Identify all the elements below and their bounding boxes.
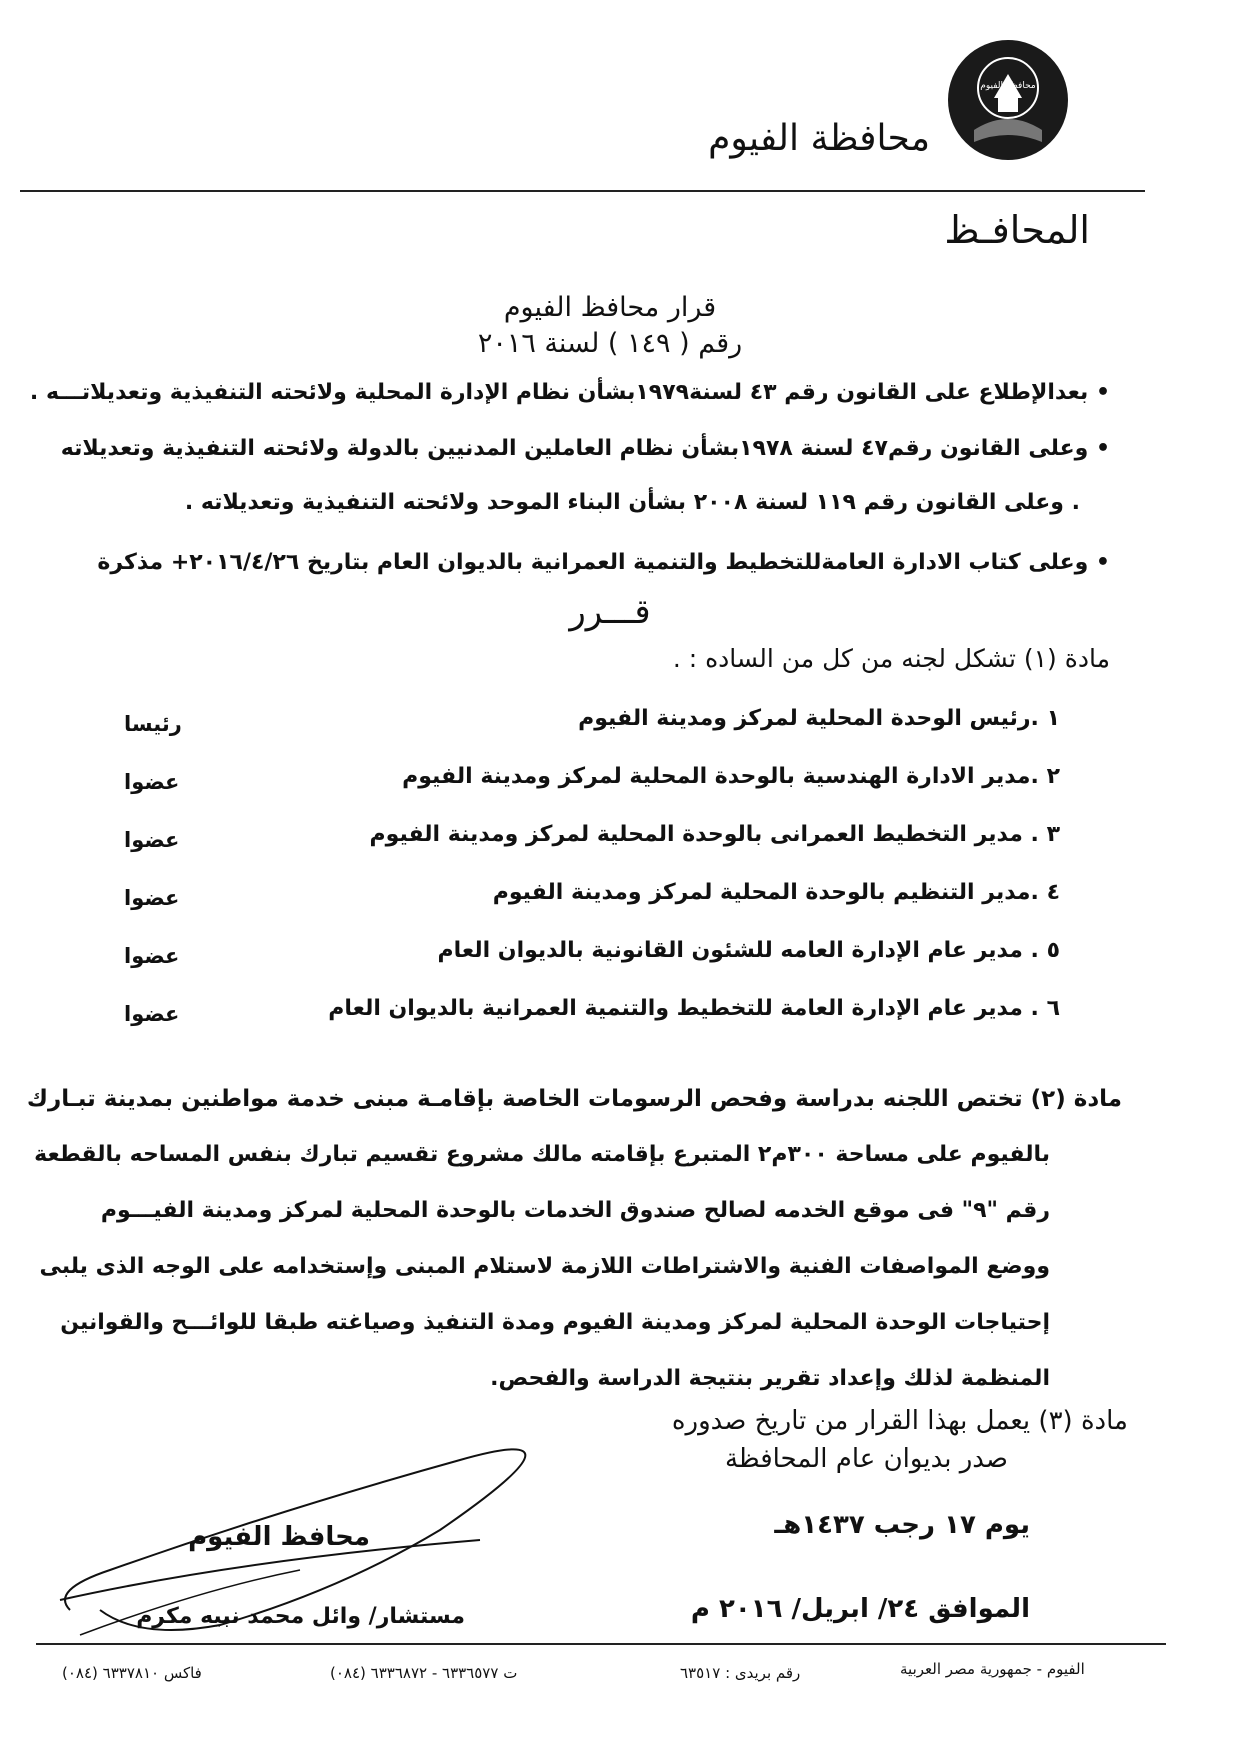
article-2-line-2: بالفيوم على مساحة ٣٠٠م٢ المتبرع بإقامته مالك مشروع تقسيم تبارك بنفس المساحه بالقطعة — [34, 1142, 1050, 1167]
article-2-line-4: ووضع المواصفات الفنية والاشتراطات اللازمة لاستلام المبنى وإستخدامه على الوجه الذى يلبى — [39, 1254, 1050, 1279]
decree-title: قرار محافظ الفيوم — [503, 292, 717, 323]
member-2-name: ٢ .مدير الادارة الهندسية بالوحدة المحلية لمركز ومدينة الفيوم — [402, 764, 1060, 789]
member-6-role: عضوا — [124, 1002, 180, 1026]
member-1-name: ١ .رئيس الوحدة المحلية لمركز ومدينة الفيوم — [578, 706, 1060, 731]
signatory-title: محافظ الفيوم — [188, 1522, 370, 1552]
member-5-role: عضوا — [124, 944, 180, 968]
preamble-line-3: . وعلى القانون رقم ١١٩ لسنة ٢٠٠٨ بشأن البناء الموحد ولائحته التنفيذية وتعديلاته . — [184, 490, 1080, 515]
footer-rule — [36, 1643, 1166, 1645]
member-4-name: ٤ .مدير التنظيم بالوحدة المحلية لمركز ومدينة الفيوم — [492, 880, 1060, 905]
preamble-line-1: • بعدالإطلاع على القانون رقم ٤٣ لسنة١٩٧٩بشأن نظام الإدارة المحلية ولائحته التنفيذية وتعديلاتـــه . — [29, 380, 1110, 405]
signatory-name: مستشار/ وائل محمد نبيه مكرم — [136, 1604, 465, 1629]
member-1-role: رئيسا — [124, 712, 182, 736]
footer-phone: ت ٦٣٣٦٥٧٧ - ٦٣٣٦٨٧٢ (٠٨٤) — [330, 1664, 518, 1682]
governorate-name: محافظة الفيوم — [708, 118, 930, 159]
member-3-name: ٣ . مدير التخطيط العمرانى بالوحدة المحلية لمركز ومدينة الفيوم — [369, 822, 1060, 847]
logo-text: محافظة الفيوم — [980, 81, 1036, 91]
member-3-role: عضوا — [124, 828, 180, 852]
preamble-line-2: • وعلى القانون رقم٤٧ لسنة ١٩٧٨بشأن نظام العاملين المدنيين بالدولة ولائحته التنفيذية وتعديلاته — [60, 436, 1110, 461]
article-1-text: مادة (١) تشكل لجنه من كل من الساده : . — [672, 644, 1110, 673]
article-2-line-3: رقم "٩" فى موقع الخدمه لصالح صندوق الخدمات بالوحدة المحلية لمركز ومدينة الفيـــوم — [100, 1198, 1050, 1223]
article-2-line-5: إحتياجات الوحدة المحلية لمركز ومدينة الفيوم ومدة التنفيذ وصياغته طبقا للوائـــح والقوانين — [60, 1310, 1050, 1335]
header-rule — [20, 190, 1145, 192]
footer-postal: رقم بريدى : ٦٣٥١٧ — [680, 1664, 801, 1682]
footer-fax: فاكس ٦٣٣٧٨١٠ (٠٨٤) — [62, 1664, 202, 1682]
issued-at: صدر بديوان عام المحافظة — [724, 1444, 1008, 1474]
article-2-line-6: المنظمة لذلك وإعداد تقرير بنتيجة الدراسة والفحص. — [490, 1366, 1050, 1391]
member-5-name: ٥ . مدير عام الإدارة العامه للشئون القانونية بالديوان العام — [437, 938, 1060, 963]
article-3-text: مادة (٣) يعمل بهذا القرار من تاريخ صدوره — [671, 1406, 1128, 1436]
governorate-logo — [946, 38, 1070, 162]
footer-address: الفيوم - جمهورية مصر العربية — [900, 1660, 1085, 1678]
office-title: المحافـظ — [944, 208, 1090, 252]
decides-heading: قـــرر — [569, 592, 651, 632]
gregorian-date: الموافق ٢٤/ ابريل/ ٢٠١٦ م — [690, 1594, 1030, 1624]
decree-number: رقم ( ١٤٩ ) لسنة ٢٠١٦ — [477, 328, 743, 359]
preamble-line-4: • وعلى كتاب الادارة العامةللتخطيط والتنمية العمرانية بالديوان العام بتاريخ ٢٠١٦/٤/٢٦+ مذكرة — [97, 550, 1110, 575]
article-2-line-1: مادة (٢) تختص اللجنه بدراسة وفحص الرسومات الخاصة بإقامـة مبنى خدمة مواطنين بمدينة تبـارك — [26, 1086, 1122, 1112]
hijri-date: يوم ١٧ رجب ١٤٣٧هـ — [774, 1510, 1030, 1540]
handwritten-signature — [40, 1440, 540, 1640]
member-6-name: ٦ . مدير عام الإدارة العامة للتخطيط والتنمية العمرانية بالديوان العام — [328, 996, 1060, 1021]
member-4-role: عضوا — [124, 886, 180, 910]
member-2-role: عضوا — [124, 770, 180, 794]
